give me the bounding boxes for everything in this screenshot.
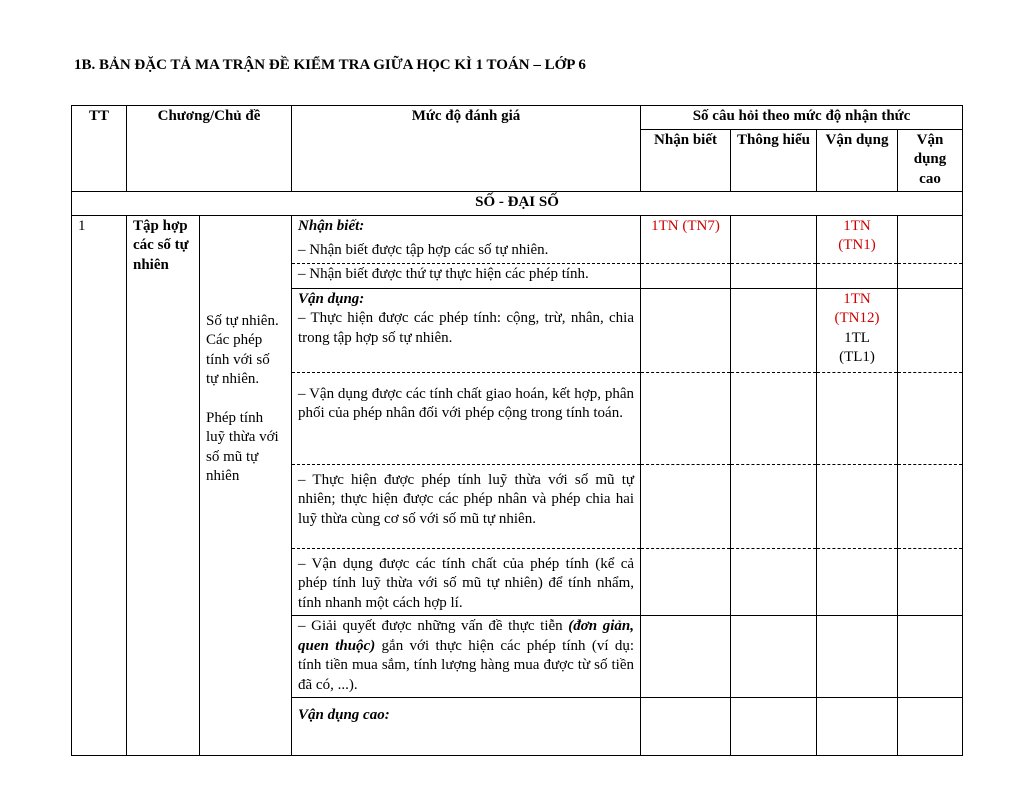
table-row (72, 215, 963, 263)
topic-cell: Tập hợp các số tự nhiên (127, 215, 200, 756)
count-nb-r6 (641, 548, 731, 616)
count-nb-r1: 1TN (TN7) (641, 215, 731, 263)
criteria-vd-4: – Vận dụng được các tính chất của phép tính (kể cả phép tính luỹ thừa với số mũ tự nhiên) để tính nhẩm, tính nhanh một cách hợp lí. (292, 548, 641, 616)
criteria-nb-2: – Nhận biết được thứ tự thực hiện các phép tính. (292, 263, 641, 288)
header-row (72, 106, 963, 130)
level-van-dung-label: Vận dụng: (298, 290, 365, 307)
count-vd-r7 (817, 616, 898, 698)
count-vd-r3-b: (TN12) (834, 310, 880, 326)
count-vd-r3 (817, 288, 898, 372)
criteria-text: – Giải quyết được những vấn đề thực tiễn (298, 618, 569, 634)
criteria-vdc (292, 698, 641, 756)
level-nhan-biet-label: Nhận biết: (298, 217, 365, 234)
count-th-r8 (731, 698, 817, 756)
count-vd-r3-a: 1TN (843, 290, 871, 307)
header-van-dung: Vận dụng (817, 129, 898, 192)
count-th-r1 (731, 215, 817, 263)
header-muc-do: Mức độ đánh giá (292, 106, 641, 192)
count-vd-r4 (817, 372, 898, 464)
count-nb-r7 (641, 616, 731, 698)
count-nb-r2 (641, 263, 731, 288)
count-nb-r5 (641, 464, 731, 548)
count-vd-r6 (817, 548, 898, 616)
header-chuong: Chương/Chủ đề (127, 106, 292, 192)
count-vd-r1-a: 1TN (843, 217, 871, 234)
level-van-dung-cao-label: Vận dụng cao: (298, 707, 390, 723)
count-vd-r8 (817, 698, 898, 756)
count-vd-r1 (817, 215, 898, 263)
criteria-text: – Nhận biết được tập hợp các số tự nhiên. (298, 242, 549, 258)
count-nb-r8 (641, 698, 731, 756)
count-th-r6 (731, 548, 817, 616)
criteria-vd-2: – Vận dụng được các tính chất giao hoán, kết hợp, phân phối của phép nhân đối với phép cộng trong tính toán. (292, 372, 641, 464)
criteria-text: gắn với thực hiện các phép tính (ví dụ: tính tiền mua sắm, tính lượng hàng mua được từ số tiền đã có, ...). (298, 637, 635, 693)
spec-table (71, 105, 963, 756)
count-nb-r3 (641, 288, 731, 372)
count-vd-r3-c: 1TL (844, 329, 870, 346)
header-so-cau: Số câu hỏi theo mức độ nhận thức (641, 106, 963, 130)
header-nhan-biet: Nhận biết (641, 129, 731, 192)
count-nb-r4 (641, 372, 731, 464)
count-th-r3 (731, 288, 817, 372)
count-vdc-r6 (898, 548, 963, 616)
count-vdc-r1 (898, 215, 963, 263)
subtopic-cell (200, 215, 292, 756)
page-title: 1B. BẢN ĐẶC TẢ MA TRẬN ĐỀ KIỂM TRA GIỮA HỌC KÌ 1 TOÁN – LỚP 6 (74, 57, 586, 73)
header-thong-hieu: Thông hiểu (731, 129, 817, 192)
count-vdc-r8 (898, 698, 963, 756)
subtopic-1: Số tự nhiên. Các phép tính với số tự nhiên. (206, 312, 279, 387)
header-tt: TT (72, 106, 127, 192)
count-vdc-r5 (898, 464, 963, 548)
count-th-r2 (731, 263, 817, 288)
count-th-r7 (731, 616, 817, 698)
criteria-vd-5 (292, 616, 641, 698)
count-th-r4 (731, 372, 817, 464)
count-vd-r1-b: (TN1) (838, 237, 876, 253)
subtopic-2: Phép tính luỹ thừa với số mũ tự nhiên (206, 409, 279, 484)
criteria-text: – Thực hiện được các phép tính: cộng, trừ, nhân, chia trong tập hợp số tự nhiên. (298, 310, 635, 346)
count-vdc-r2 (898, 263, 963, 288)
count-vd-r2 (817, 263, 898, 288)
criteria-vd-3: – Thực hiện được phép tính luỹ thừa với số mũ tự nhiên; thực hiện được các phép nhân và phép chia hai luỹ thừa cùng cơ số với số mũ tự nhiên. (292, 464, 641, 548)
row-tt: 1 (72, 215, 127, 756)
count-vd-r3-d: (TL1) (839, 349, 875, 365)
header-van-dung-cao: Vận dụng cao (898, 129, 963, 192)
section-title: SỐ - ĐẠI SỐ (72, 192, 963, 216)
count-vdc-r3 (898, 288, 963, 372)
count-vd-r5 (817, 464, 898, 548)
criteria-emphasis: (đơn giản, quen thuộc) (298, 618, 635, 654)
count-vdc-r7 (898, 616, 963, 698)
section-row (72, 192, 963, 216)
criteria-nb-1 (292, 215, 641, 263)
count-vdc-r4 (898, 372, 963, 464)
criteria-vd-1 (292, 288, 641, 372)
count-th-r5 (731, 464, 817, 548)
